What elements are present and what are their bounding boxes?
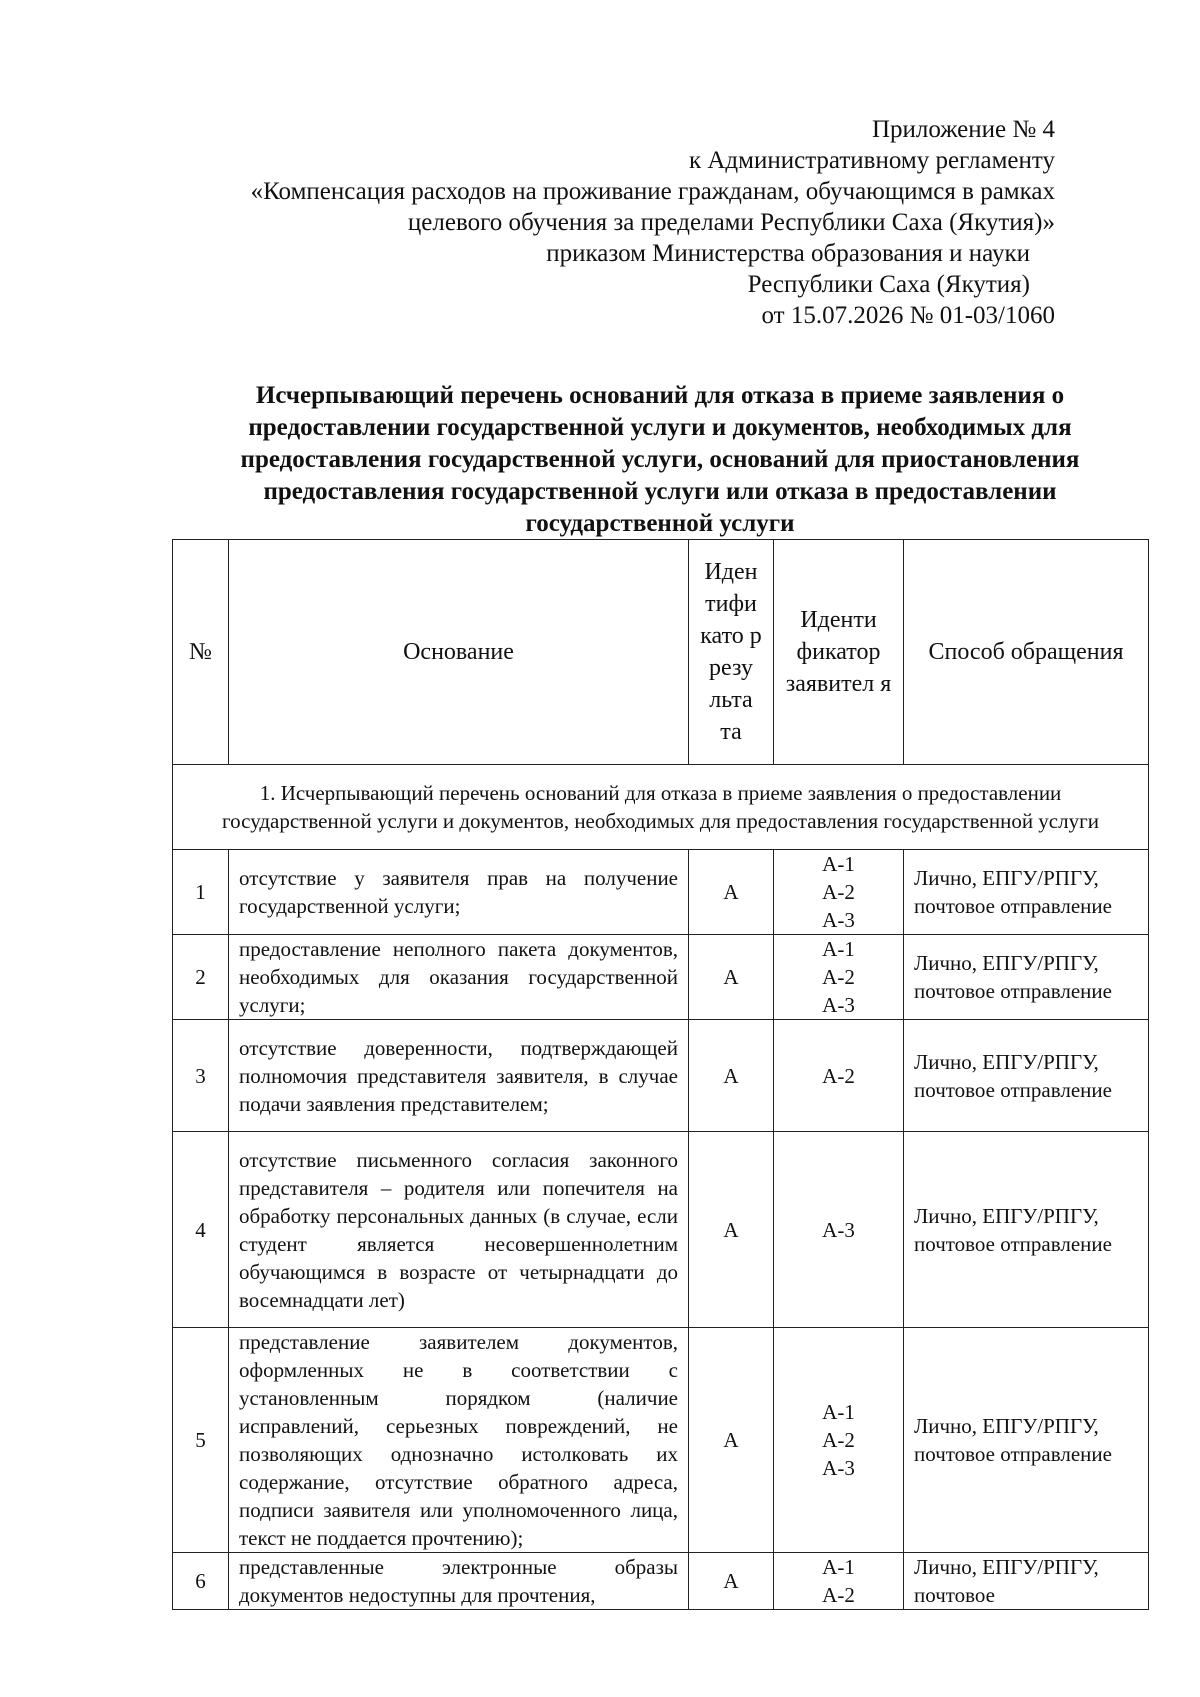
table-row [173,850,1149,935]
row-method: Лично, ЕПГУ/РПГУ, почтовое отправление [904,1328,1149,1553]
order-issuer-cont: Республики Саха (Якутия) [747,271,1030,298]
table-row [173,1328,1149,1553]
row-basis: отсутствие письменного согласия законного представителя – родителя или попечителя на обработку персональных данных (в случае, если студент является несовершеннолетним обучающимся в возрасте от четырнадцати до восемнадцати лет) [229,1132,689,1328]
header-applicant-id: Иденти фикатор заявител я [774,540,904,765]
grounds-table [172,539,1149,1610]
row-result-id: А [689,1020,774,1132]
regulation-name: «Компенсация расходов на проживание гражданам, обучающимся в рамках [250,178,1055,205]
row-number: 5 [173,1328,229,1553]
row-applicant-id: А-2 [774,1020,904,1132]
row-applicant-id: А-1 А-2 [774,1553,904,1610]
row-result-id: А [689,1328,774,1553]
row-method: Лично, ЕПГУ/РПГУ, почтовое отправление [904,1020,1149,1132]
row-basis: представление заявителем документов, оформленных не в соответствии с установленным порядком (наличие исправлений, серьезных повреждений, не позволяющих однозначно истолковать их содержание, отсутствие обратного адреса, подписи заявителя или уполномоченного лица, текст не поддается прочтению); [229,1328,689,1553]
section-title: 1. Исчерпывающий перечень оснований для отказа в приеме заявления о предоставлении государственной услуги и документов, необходимых для предоставления государственной услуги [173,765,1149,850]
row-applicant-id: А-1 А-2 А-3 [774,935,904,1020]
row-result-id: А [689,1132,774,1328]
appendix-number: Приложение № 4 [871,116,1055,143]
table-row [173,1020,1149,1132]
row-applicant-id: А-1 А-2 А-3 [774,1328,904,1553]
row-method: Лично, ЕПГУ/РПГУ, почтовое отправление [904,935,1149,1020]
row-number: 3 [173,1020,229,1132]
row-number: 6 [173,1553,229,1610]
regulation-name-cont: целевого обучения за пределами Республики Саха (Якутия)» [407,209,1055,236]
header-result-id: Иден тифи като р резу льта та [689,540,774,765]
table-row [173,1553,1149,1610]
row-number: 2 [173,935,229,1020]
row-number: 4 [173,1132,229,1328]
row-applicant-id: А-3 [774,1132,904,1328]
document-title: Исчерпывающий перечень оснований для отказа в приеме заявления о предоставлении государственной услуги и документов, необходимых для предоставления государственной услуги, оснований для приостановления предоставления государственной услуги или отказа в предоставлении государственной услуги [240,382,1080,537]
row-result-id: А [689,850,774,935]
order-date-number: от 15.07.2026 № 01-03/1060 [761,302,1055,329]
table-header-row [173,540,1149,765]
appendix-reference: к Административному регламенту [688,147,1055,174]
order-issuer: приказом Министерства образования и науки [546,240,1030,267]
table-row [173,1132,1149,1328]
appendix-header [251,114,1055,331]
row-result-id: А [689,1553,774,1610]
section-row [173,765,1149,850]
row-basis: отсутствие у заявителя прав на получение государственной услуги; [229,850,689,935]
row-method: Лично, ЕПГУ/РПГУ, почтовое [904,1553,1149,1610]
row-applicant-id: А-1 А-2 А-3 [774,850,904,935]
row-method: Лично, ЕПГУ/РПГУ, почтовое отправление [904,1132,1149,1328]
row-basis: отсутствие доверенности, подтверждающей полномочия представителя заявителя, в случае подачи заявления представителем; [229,1020,689,1132]
header-basis: Основание [229,540,689,765]
row-number: 1 [173,850,229,935]
row-basis: предоставление неполного пакета документов, необходимых для оказания государственной услуги; [229,935,689,1020]
row-result-id: А [689,935,774,1020]
header-number: № [173,540,229,765]
row-method: Лично, ЕПГУ/РПГУ, почтовое отправление [904,850,1149,935]
table-row [173,935,1149,1020]
header-method: Способ обращения [904,540,1149,765]
row-basis: представленные электронные образы документов недоступны для прочтения, [229,1553,689,1610]
